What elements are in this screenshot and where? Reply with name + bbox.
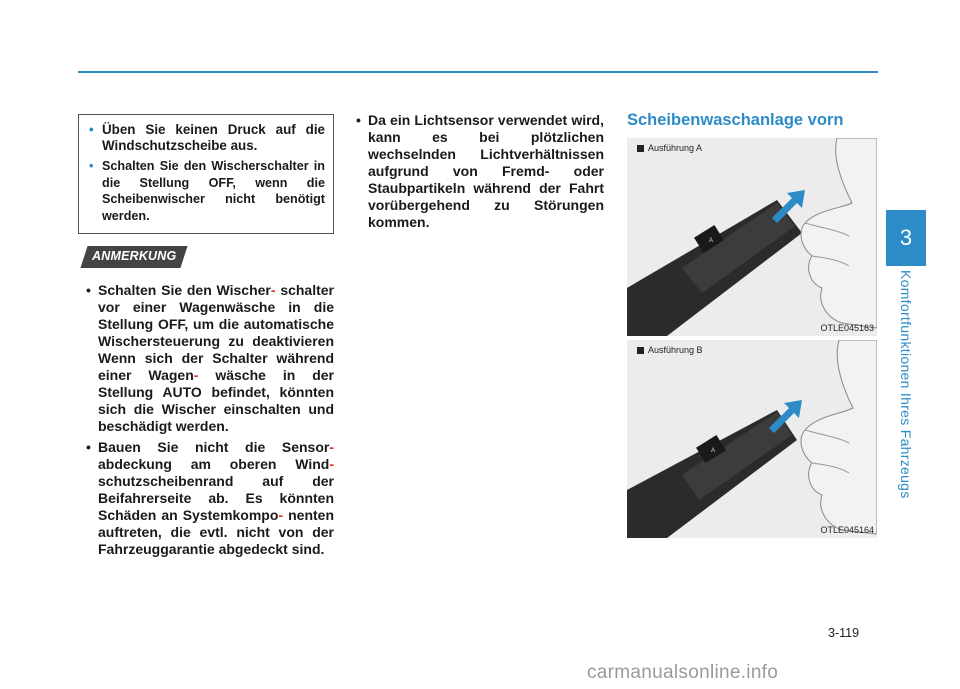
list-item xyxy=(78,439,334,558)
svg-text:A: A xyxy=(709,238,714,244)
list-item xyxy=(78,282,334,435)
chapter-title: Komfortfunktionen Ihres Fahrzeugs xyxy=(898,270,914,499)
figure-code: OTLE045163 xyxy=(820,323,874,333)
figure-label xyxy=(637,143,702,153)
bullet-dot-icon: • xyxy=(86,282,91,298)
watermark: carmanualsonline.info xyxy=(587,662,779,683)
figure-label-text: Ausführung A xyxy=(648,143,703,153)
wiper-stalk-illustration xyxy=(627,138,877,336)
bullet-dot-icon: • xyxy=(89,122,94,137)
hyphen: - xyxy=(329,439,334,455)
text-run: wäsche in der Stellung AUTO befindet, könnten sich die Wischer einschalten und beschädigt werden. xyxy=(98,367,334,434)
text-run: nenten auftreten, die evtl. nicht von der Fahrzeuggarantie abgedeckt sind. xyxy=(98,507,334,557)
text-run: Bauen Sie nicht die Sensor xyxy=(98,439,330,455)
list-item xyxy=(348,112,604,231)
figure-variant-b xyxy=(627,340,877,538)
bullet-dot-icon: • xyxy=(356,112,361,128)
bullet-dot-icon: • xyxy=(86,439,91,455)
square-icon xyxy=(637,347,644,354)
column1-bullets xyxy=(78,282,334,562)
hyphen: - xyxy=(329,456,334,472)
square-icon xyxy=(637,145,644,152)
hyphen: - xyxy=(193,367,199,383)
text-run: Schalten Sie den Wischer xyxy=(98,282,271,298)
bullet-dot-icon: • xyxy=(89,159,94,173)
text-run: abdeckung am oberen Wind xyxy=(98,456,330,472)
note-label: ANMERKUNG xyxy=(92,249,177,263)
figure-label xyxy=(637,345,703,355)
chapter-tab xyxy=(886,210,926,266)
text-run: Da ein Lichtsensor verwendet wird, kann es bei plötzlichen wechselnden Lichtverhältnissen aufgrund von Fremd- oder Staubpartikeln während der Fahrt vorübergehend zu Störungen kommen. xyxy=(368,112,604,230)
notice-text: Üben Sie keinen Druck auf die Windschutzscheibe aus. xyxy=(102,122,325,153)
column2-bullets xyxy=(348,112,604,235)
notice-item xyxy=(89,158,325,224)
wiper-stalk-illustration xyxy=(627,340,877,538)
notice-text: Schalten Sie den Wischerschalter in die Stellung OFF, wenn die Scheibenwischer nicht benötigt werden. xyxy=(102,159,325,223)
text-run: schalter vor einer Wagenwäsche in die Stellung OFF, um die automatische Wischersteuerung zu deaktivieren Wenn sich der Schalter während einer Wagen xyxy=(98,282,335,383)
figure-variant-a xyxy=(627,138,877,336)
notice-box xyxy=(78,114,334,234)
page-number: 3-119 xyxy=(828,626,860,640)
section-title: Scheibenwaschanlage vorn xyxy=(627,111,844,129)
chapter-number: 3 xyxy=(899,225,913,250)
figure-code: OTLE045164 xyxy=(820,525,874,535)
svg-text:A: A xyxy=(711,448,716,454)
text-run: schutzscheibenrand auf der Beifahrerseite ab. Es könnten Schäden an Systemkompo xyxy=(98,473,334,523)
hyphen: - xyxy=(278,507,284,523)
hyphen: - xyxy=(270,282,276,298)
top-rule xyxy=(78,71,878,73)
notice-item xyxy=(89,122,325,154)
figure-label-text: Ausführung B xyxy=(648,345,703,355)
